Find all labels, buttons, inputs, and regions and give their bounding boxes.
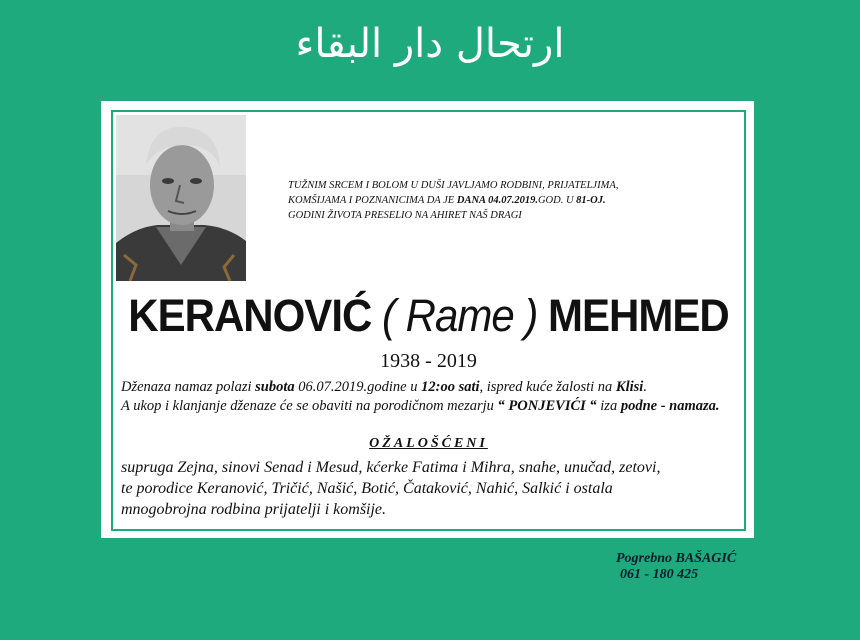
obituary-inner-border <box>111 110 746 531</box>
funeral-line-1 <box>121 378 741 397</box>
intro-line-2-mid: GOD. U <box>537 195 574 206</box>
funeral-day: subota <box>255 379 295 395</box>
funeral-line-2-a: A ukop i klanjanje dženaze će se obaviti na porodičnom mezarju <box>121 398 494 414</box>
deceased-name <box>113 290 744 342</box>
funeral-home-phone: 061 - 180 425 <box>620 567 699 582</box>
funeral-line-2-b: iza <box>600 398 618 414</box>
portrait-photo <box>116 115 246 281</box>
deceased-nickname: ( Rame ) <box>382 290 538 341</box>
announcement-intro <box>288 178 648 223</box>
deceased-surname: KERANOVIĆ <box>128 290 372 341</box>
mourners-heading: OŽALOŠĆENI <box>369 436 488 451</box>
funeral-line-1-c: , ispred kuće žalosti na <box>479 379 613 395</box>
funeral-time: 12:oo sati <box>421 379 480 395</box>
mourners-line-2: te porodice Keranović, Tričić, Našić, Botić, Čataković, Nahić, Salkić i ostala <box>121 480 613 497</box>
death-date: DANA 04.07.2019. <box>456 195 538 206</box>
intro-line-1: TUŽNIM SRCEM I BOLOM U DUŠI JAVLJAMO RODBINI, PRIJATELJIMA, <box>288 180 619 191</box>
intro-line-3: GODINI ŽIVOTA PRESELIO NA AHIRET NAŠ DRAGI <box>288 210 522 221</box>
prayer-time: podne - namaza. <box>620 398 720 414</box>
funeral-home-name: Pogrebno BAŠAGIĆ <box>616 551 737 566</box>
mourners-line-1: supruga Zejna, sinovi Senad i Mesud, kćerke Fatima i Mihra, snahe, unučad, zetovi, <box>121 459 661 476</box>
funeral-line-1-b: 06.07.2019.godine u <box>298 379 418 395</box>
age: 81-OJ. <box>576 195 606 206</box>
arabic-calligraphy-header: ارتحال دار البقاء <box>295 21 565 67</box>
life-years: 1938 - 2019 <box>380 350 477 372</box>
mourners-list <box>121 457 741 520</box>
intro-line-2 <box>288 193 648 208</box>
funeral-place: Klisi <box>615 379 644 395</box>
funeral-line-1-a: Dženaza namaz polazi <box>121 379 252 395</box>
intro-line-2-prefix: KOMŠIJAMA I POZNANICIMA DA JE <box>288 195 455 206</box>
portrait-image <box>116 115 246 281</box>
obituary-frame <box>101 101 754 538</box>
deceased-first-name: MEHMED <box>548 290 729 341</box>
funeral-line-2 <box>121 397 741 416</box>
mourners-line-3: mnogobrojna rodbina prijatelji i komšije. <box>121 501 387 518</box>
cemetery-name: “ PONJEVIĆI “ <box>497 398 597 414</box>
funeral-details <box>121 378 741 416</box>
funeral-line-1-end: . <box>643 379 647 395</box>
funeral-home-info <box>616 551 736 583</box>
